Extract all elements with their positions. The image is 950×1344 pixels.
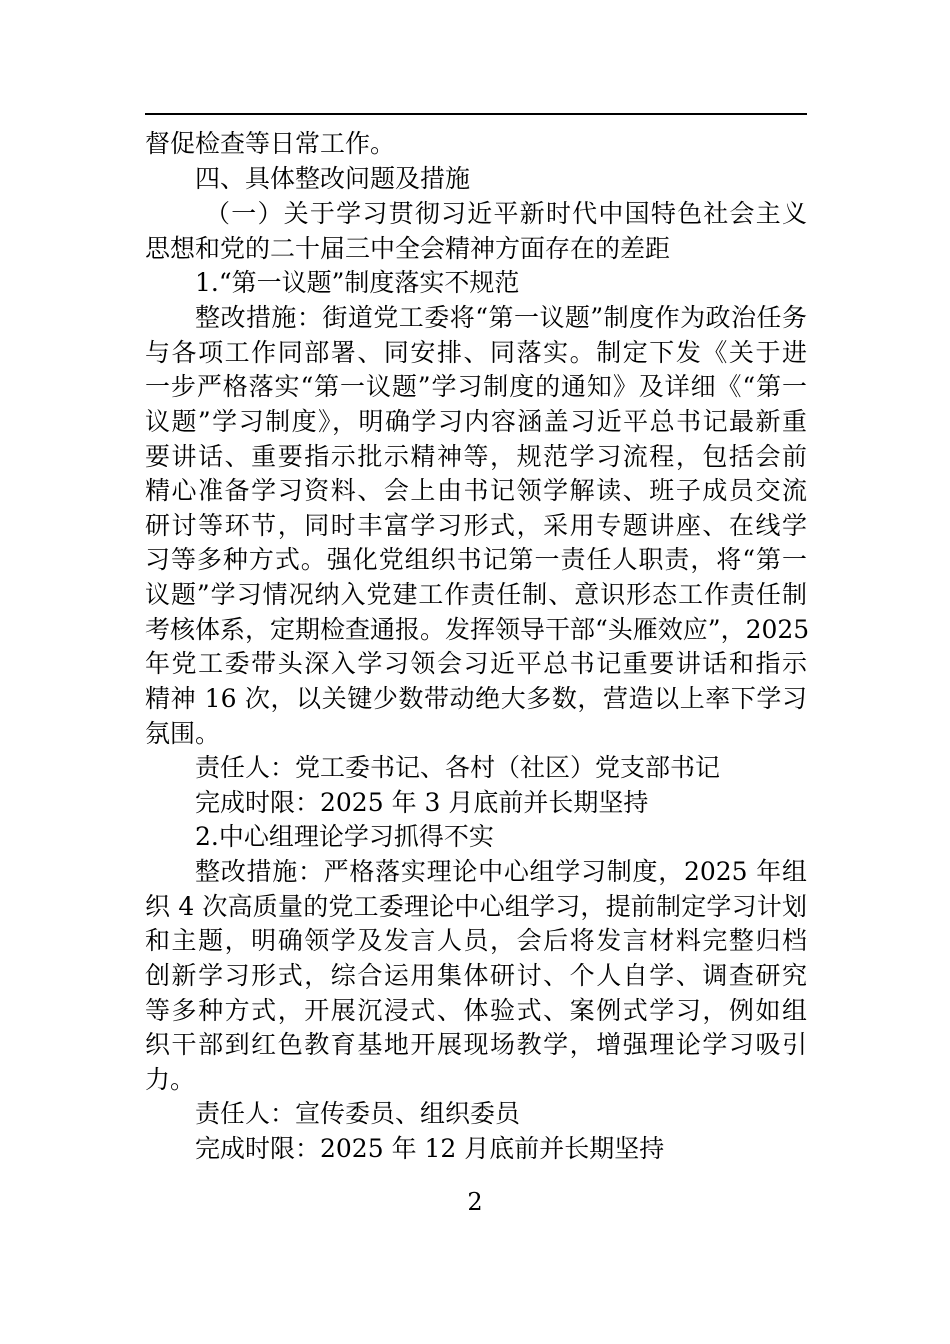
text-line: 力。 bbox=[145, 1065, 196, 1094]
text-line: 研讨等环节，同时丰富学习形式，采用专题讲座、在线学 bbox=[145, 511, 807, 540]
deadline: 完成时限：2025 年 3 月底前并长期坚持 bbox=[195, 788, 649, 817]
responsible-person: 责任人：宣传委员、组织委员 bbox=[195, 1099, 521, 1128]
text-line: 和主题，明确领学及发言人员，会后将发言材料完整归档 bbox=[145, 926, 807, 955]
text-line: 织 4 次高质量的党工委理论中心组学习，提前制定学习计划 bbox=[145, 892, 807, 921]
text-line: 习等多种方式。强化党组织书记第一责任人职责，将“第一 bbox=[145, 545, 807, 574]
text-line: 等多种方式，开展沉浸式、体验式、案例式学习，例如组 bbox=[145, 996, 807, 1025]
text-line: 精神 16 次，以关键少数带动绝大多数，营造以上率下学习 bbox=[145, 684, 807, 713]
text-line: 年党工委带头深入学习领会习近平总书记重要讲话和指示 bbox=[145, 649, 807, 678]
text-line: 考核体系，定期检查通报。发挥领导干部“头雁效应”，2025 bbox=[145, 615, 810, 644]
text-line: 氛围。 bbox=[145, 719, 221, 748]
text-line: 精心准备学习资料、会上由书记领学解读、班子成员交流 bbox=[145, 476, 807, 505]
text-line: 织干部到红色教育基地开展现场教学，增强理论学习吸引 bbox=[145, 1030, 807, 1059]
responsible-person: 责任人：党工委书记、各村（社区）党支部书记 bbox=[195, 753, 721, 782]
text-line: 督促检查等日常工作。 bbox=[145, 129, 396, 158]
page-number: 2 bbox=[467, 1188, 483, 1216]
text-line: 议题”学习制度》，明确学习内容涵盖习近平总书记最新重 bbox=[145, 407, 807, 436]
text-line: 要讲话、重要指示批示精神等，规范学习流程，包括会前 bbox=[145, 442, 807, 471]
subsection-heading-cont: 思想和党的二十届三中全会精神方面存在的差距 bbox=[145, 234, 671, 263]
text-line: 整改措施：街道党工委将“第一议题”制度作为政治任务 bbox=[195, 303, 807, 332]
text-line: 与各项工作同部署、同安排、同落实。制定下发《关于进 bbox=[145, 338, 807, 367]
header-rule bbox=[145, 113, 807, 115]
text-line: 整改措施：严格落实理论中心组学习制度，2025 年组 bbox=[195, 857, 807, 886]
deadline: 完成时限：2025 年 12 月底前并长期坚持 bbox=[195, 1134, 665, 1163]
text-line: 一步严格落实“第一议题”学习制度的通知》及详细《“第一 bbox=[145, 372, 807, 401]
section-heading: 四、具体整改问题及措施 bbox=[195, 164, 471, 193]
text-line: 创新学习形式，综合运用集体研讨、个人自学、调查研究 bbox=[145, 961, 807, 990]
subsection-heading: （一）关于学习贯彻习近平新时代中国特色社会主义 bbox=[205, 199, 807, 228]
item-heading: 1.“第一议题”制度落实不规范 bbox=[195, 268, 520, 297]
text-line: 议题”学习情况纳入党建工作责任制、意识形态工作责任制 bbox=[145, 580, 807, 609]
item-heading: 2.中心组理论学习抓得不实 bbox=[195, 822, 494, 851]
